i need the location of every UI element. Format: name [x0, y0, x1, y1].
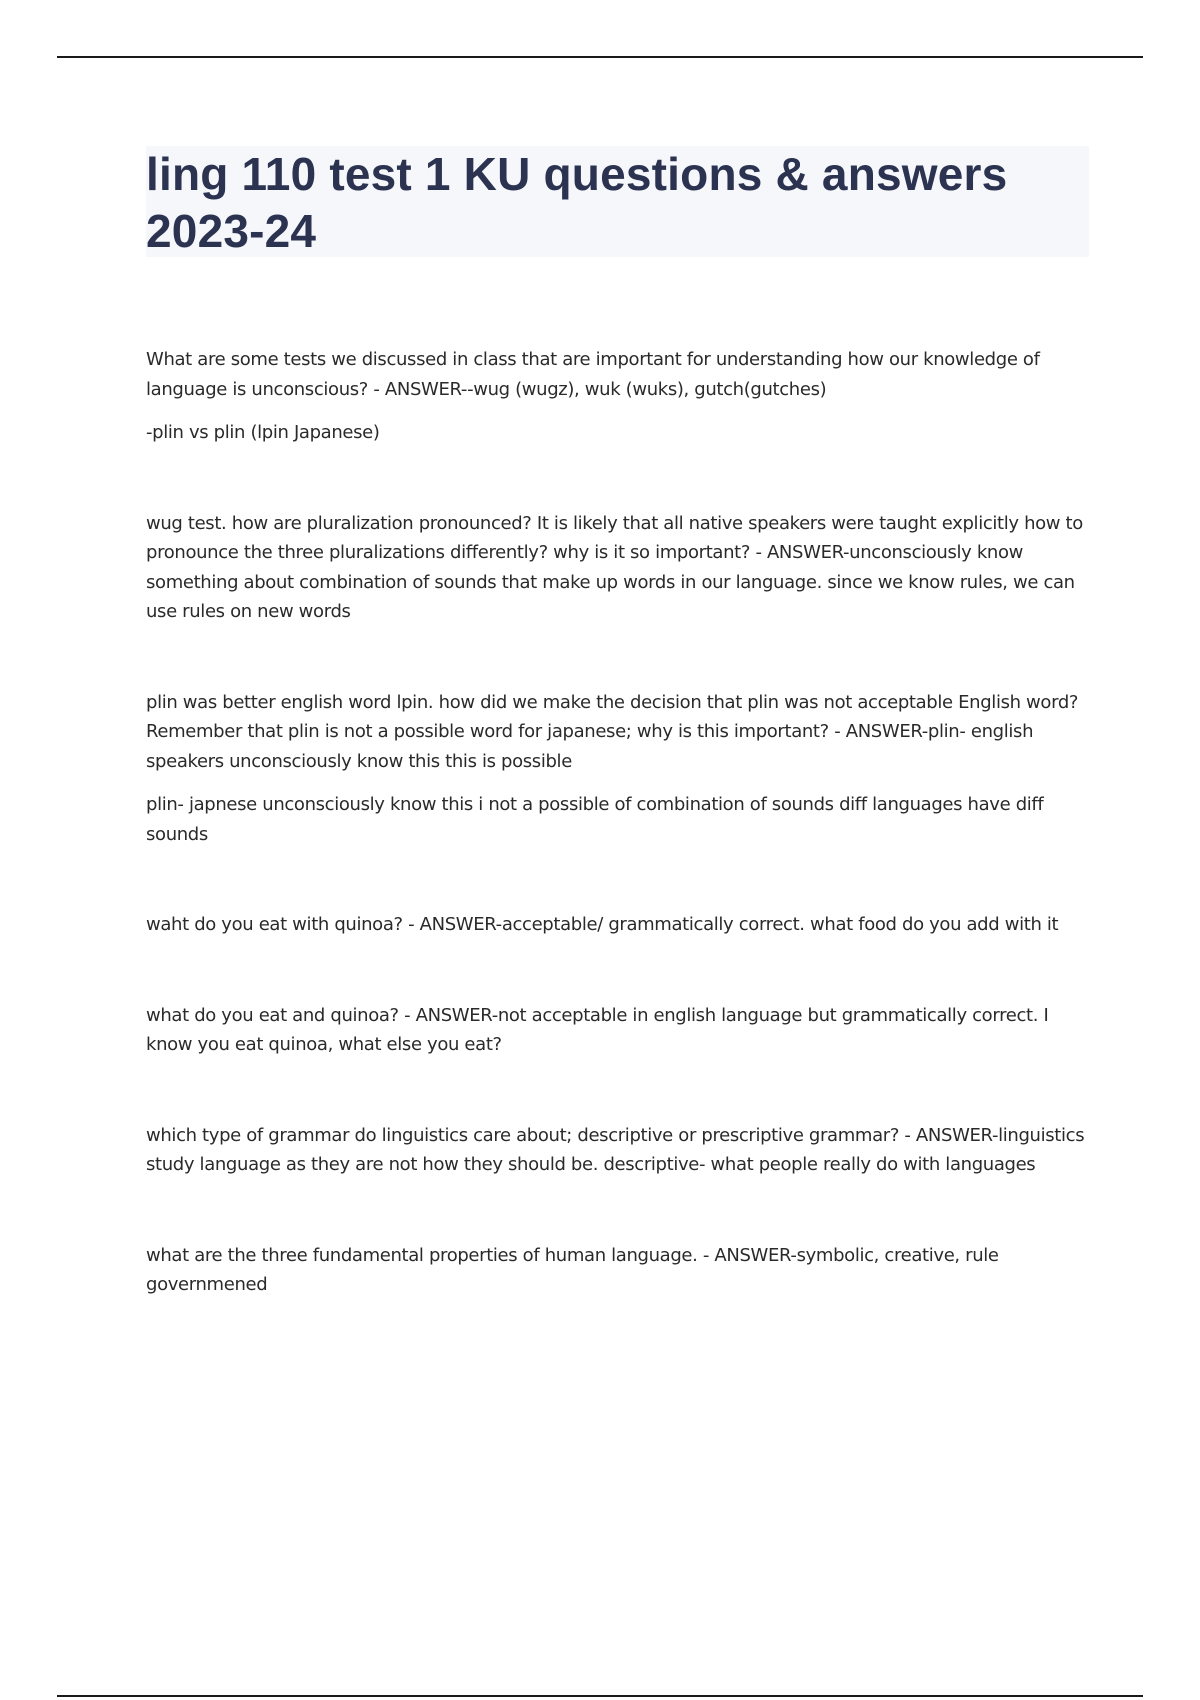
qa-paragraph: plin was better english word lpin. how did we make the decision that plin was not acceptable English word? Remember that plin is not a possible word for japanese; why is this important? - ANSWER-plin- english speakers unconsciously know this this is possible: [146, 691, 1079, 772]
qa-paragraph: what do you eat and quinoa? - ANSWER-not acceptable in english language but grammatically correct. I know you eat quinoa, what else you eat?: [146, 1004, 1049, 1055]
qa-item: [146, 1241, 1092, 1300]
qa-paragraph: What are some tests we discussed in class that are important for understanding how our knowledge of language is unconscious? - ANSWER--wug (wugz), wuk (wuks), gutch(gutches): [146, 349, 1040, 400]
title-block: [146, 146, 1089, 257]
qa-paragraph: what are the three fundamental properties of human language. - ANSWER-symbolic, creative, rule governmened: [146, 1244, 999, 1295]
qa-item: [146, 910, 1092, 940]
qa-paragraph: plin- japnese unconsciously know this i not a possible of combination of sounds diff languages have diff sounds: [146, 794, 1044, 845]
page-title: ling 110 test 1 KU questions & answers 2023-24: [146, 148, 1008, 257]
qa-paragraph: wug test. how are pluralization pronounced? It is likely that all native speakers were taught explicitly how to pronounce the three pluralizations differently? why is it so important? - ANSWER-unconsciously know something about combination of sounds that make up words in our language. since we know rules, we can use rules on new words: [146, 512, 1083, 622]
page-bottom-rule: [57, 1695, 1143, 1697]
qa-list: [146, 345, 1092, 1300]
page-top-rule: [57, 56, 1143, 58]
qa-item: [146, 509, 1092, 627]
qa-paragraph: waht do you eat with quinoa? - ANSWER-acceptable/ grammatically correct. what food do you add with it: [146, 914, 1059, 935]
qa-item: [146, 688, 1092, 850]
qa-paragraph: -plin vs plin (lpin Japanese): [146, 422, 380, 443]
qa-item: [146, 1001, 1092, 1060]
qa-item: [146, 345, 1092, 448]
qa-paragraph: which type of grammar do linguistics care about; descriptive or prescriptive grammar? - ANSWER-linguistics study language as they are not how they should be. descriptive- what people really do with languages: [146, 1124, 1085, 1175]
qa-item: [146, 1121, 1092, 1180]
